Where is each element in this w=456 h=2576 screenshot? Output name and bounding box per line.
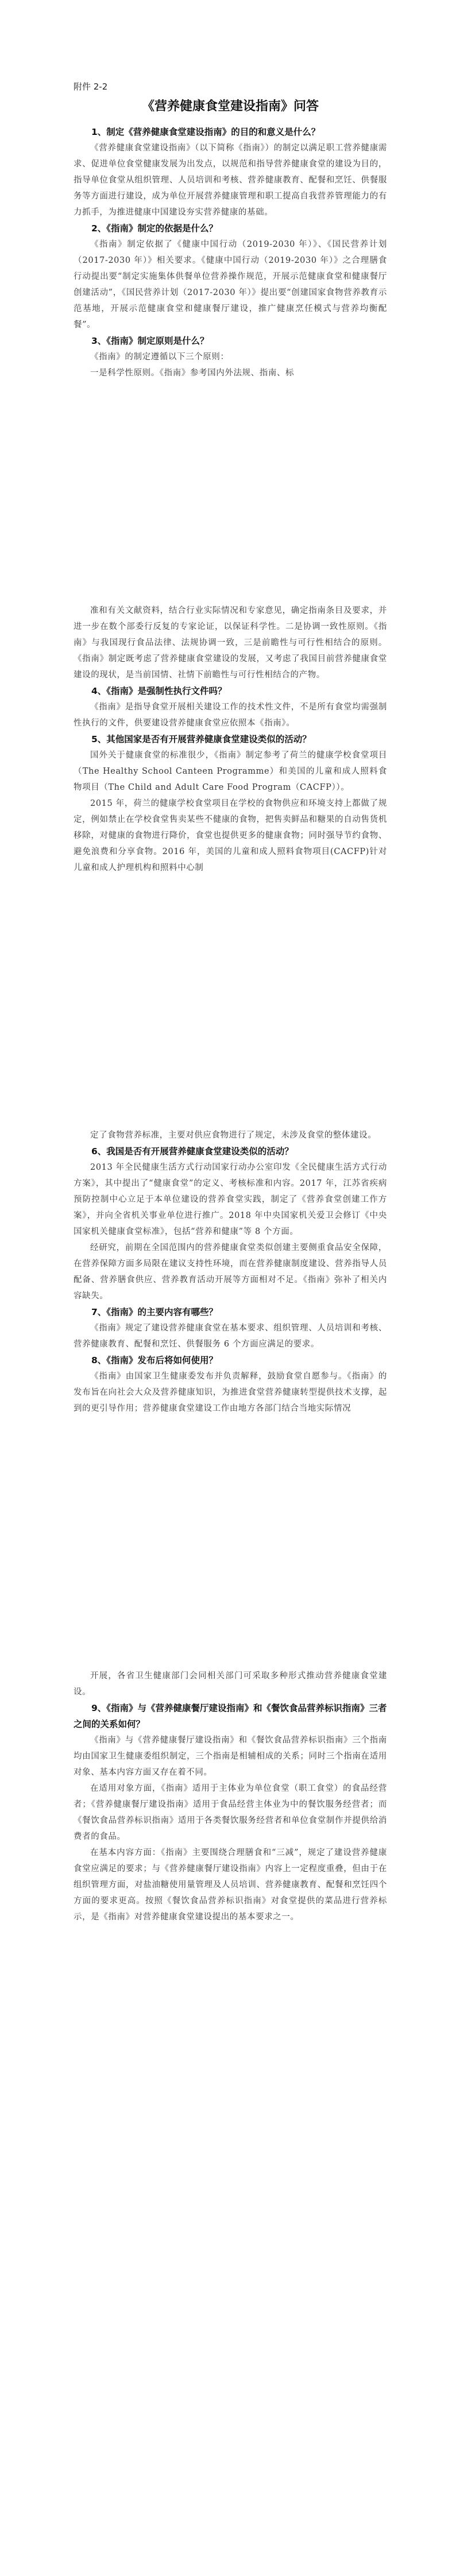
body-paragraph: 《指南》规定了建设营养健康食堂在基本要求、组织管理、人员培训和考核、营养健康教育、配餐和烹饪、供餐服务 6 个方面应满足的要求。 [74,1324,387,1349]
body-paragraph: 经研究，前期在全国范围内的营养健康食堂类似创建主要侧重食品安全保障，在营养保障方面多局限在建议支持性环境，而在营养健康制度建设、营养指导人员配备、营养膳食供应、营养教育活动开展等方面相对不足。《指南》弥补了相关内容缺失。 [74,1243,387,1301]
page-break-spacer [74,381,387,603]
body-paragraph: 《指南》的制定遵循以下三个原则： [90,352,229,362]
body-paragraph: 定了食物营养标准，主要对供应食物进行了规定，未涉及食堂的整体建设。 [90,1131,377,1140]
attachment-label: 附件 2-2 [74,82,108,92]
section-heading: 1、制定《营养健康食堂建设指南》的目的和意义是什么？ [91,127,320,137]
body-paragraph: 《指南》与《营养健康餐厅建设指南》和《餐饮食品营养标识指南》三个指南均由国家卫生健康委组织制定，三个指南是相辅相成的关系；同时三个指南在适用对象、基本内容方面又存在着不同。 [74,1736,387,1777]
body-paragraph: 《营养健康食堂建设指南》（以下简称《指南》）的制定以满足职工营养健康需求、促进单位食堂健康发展为出发点，以规范和指导营养健康食堂的建设为目的，指导单位食堂从组织管理、人员培训和考核、营养健康教育、配餐和烹饪、供餐服务等方面进行建设，成为单位开展营养健康管理和职工提高自我营养管理能力的有力抓手，为推进健康中国建设夯实营养健康的基础。 [74,143,387,217]
body-paragraph: 《指南》是指导食堂开展相关建设工作的技术性文件，不是所有食堂均需强制性执行的文件，供要建设营养健康食堂应依照本《指南》。 [74,703,387,728]
section-heading: 7、《指南》的主要内容有哪些？ [91,1307,218,1317]
article-body [74,124,387,1925]
page-break-spacer [74,1417,387,1668]
body-paragraph: 《指南》由国家卫生健康委发布并负责解释，鼓励食堂自愿参与。《指南》的发布旨在向社会大众及营养健康知识，为推进食堂营养健康转型提供技术支撑，起到的更引导作用；营养健康食堂建设工作由地方各部门结合当地实际情况 [74,1372,387,1413]
section-heading: 9、《指南》与《营养健康餐厅建设指南》和《餐饮食品营养标识指南》三者之间的关系如何？ [74,1703,387,1729]
section-heading: 6、我国是否有开展营养健康食堂建设类似的活动？ [91,1146,293,1157]
body-paragraph: 国外关于健康食堂的标准很少，《指南》制定参考了荷兰的健康学校食堂项目（The Healthy School Canteen Programme）和美国的儿童和成人照料食物项目（The Child and Adult Care Food Program（CACFP））。 [74,751,387,792]
body-paragraph: 2013 年全民健康生活方式行动国家行动办公室印发《全民健康生活方式行动方案》，其中提出了“健康食堂”的定义、考核标准和内容。2017 年，江苏省疾病预防控制中心立足于本单位建设的营养食堂实践，制定了《营养食堂创建工作方案》，并向全省机关事业单位进行推广。2018 年中央国家机关爱卫会修订《中央国家机关健康食堂标准》，包括“营养和健康”等 8 个方面。 [74,1163,387,1236]
section-heading: 3、《指南》制定原则是什么？ [91,336,209,346]
section-heading: 5、其他国家是否有开展营养健康食堂建设类似的活动？ [91,734,311,744]
section-heading: 4、《指南》是强制性执行文件吗？ [91,686,227,696]
section-heading: 8、《指南》发布后将如何使用？ [91,1355,218,1365]
body-paragraph: 在基本内容方面：《指南》主要围绕合理膳食和“三减”，规定了建设营养健康食堂应满足的要求；与《营养健康餐厅建设指南》内容上一定程度重叠，但由于在组织管理方面，对盐油糖使用量管理及人员培训、营养健康教育、配餐和烹饪四个方面的要求更高。按照《餐饮食品营养标识指南》对食堂提供的菜品进行营养标示，是《指南》对营养健康食堂建设提出的基本要求之一。 [74,1848,387,1922]
body-paragraph: 在适用对象方面，《指南》适用于主体业为单位食堂（职工食堂）的食品经营者；《营养健康餐厅建设指南》适用于食品经营主体业为中的餐饮服务经营者；而《餐饮食品营养标识指南》适用于各类餐饮服务经营者和单位食堂制作并提供给消费者的食品。 [74,1784,387,1841]
body-paragraph: 2015 年，荷兰的健康学校食堂项目在学校的食物供应和环境支持上都做了规定，例如禁止在学校食堂售卖某些不健康的食物，把售卖鲜品和糖果的自动售货机移除，对健康的食物进行降价，食堂也提供更多的健康食物；同时强导节约食物、避免浪费和分享食物。2016 年，美国的儿童和成人照料食物项目(CACFP)针对儿童和成人护理机构和照料中心制 [74,799,387,872]
page-title: 《营养健康食堂建设指南》问答 [141,99,319,114]
section-heading: 2、《指南》制定的依据是什么？ [91,223,218,234]
body-paragraph: 准和有关文献资料，结合行业实际情况和专家意见，确定指南条目及要求，并进一步在数个部委行反复的专家论证，以保证科学性。二是协调一致性原则。《指南》与我国现行食品法律、法规协调一致，三是前瞻性与可行性相结合的原则。《指南》制定既考虑了营养健康食堂建设的发展，又考虑了我国目前营养健康食堂建设的现状，是当前国情、社情下前瞻性与可行性相结合的产物。 [74,606,387,680]
body-paragraph: 开展，各省卫生健康部门会同相关部门可采取多种形式推动营养健康食堂建设。 [74,1671,387,1697]
body-paragraph: 《指南》制定依据了《健康中国行动（2019-2030 年）》、《国民营养计划（2017-2030 年）》相关要求。《健康中国行动（2019-2030 年）》之合理膳食行动提出要“制定实施集体供餐单位营养操作规范，开展示范健康食堂和健康餐厅创建活动”，《国民营养计划（2017-2030 年）》提出要“创建国家食物营养教育示范基地，开展示范健康食堂和健康餐厅建设，推广健康烹任模式与营养均衡配餐”。 [74,240,387,329]
document [74,80,387,1925]
body-paragraph: 一是科学性原则。《指南》参考国内外法规、指南、标 [90,368,295,378]
page-break-spacer [74,876,387,1127]
